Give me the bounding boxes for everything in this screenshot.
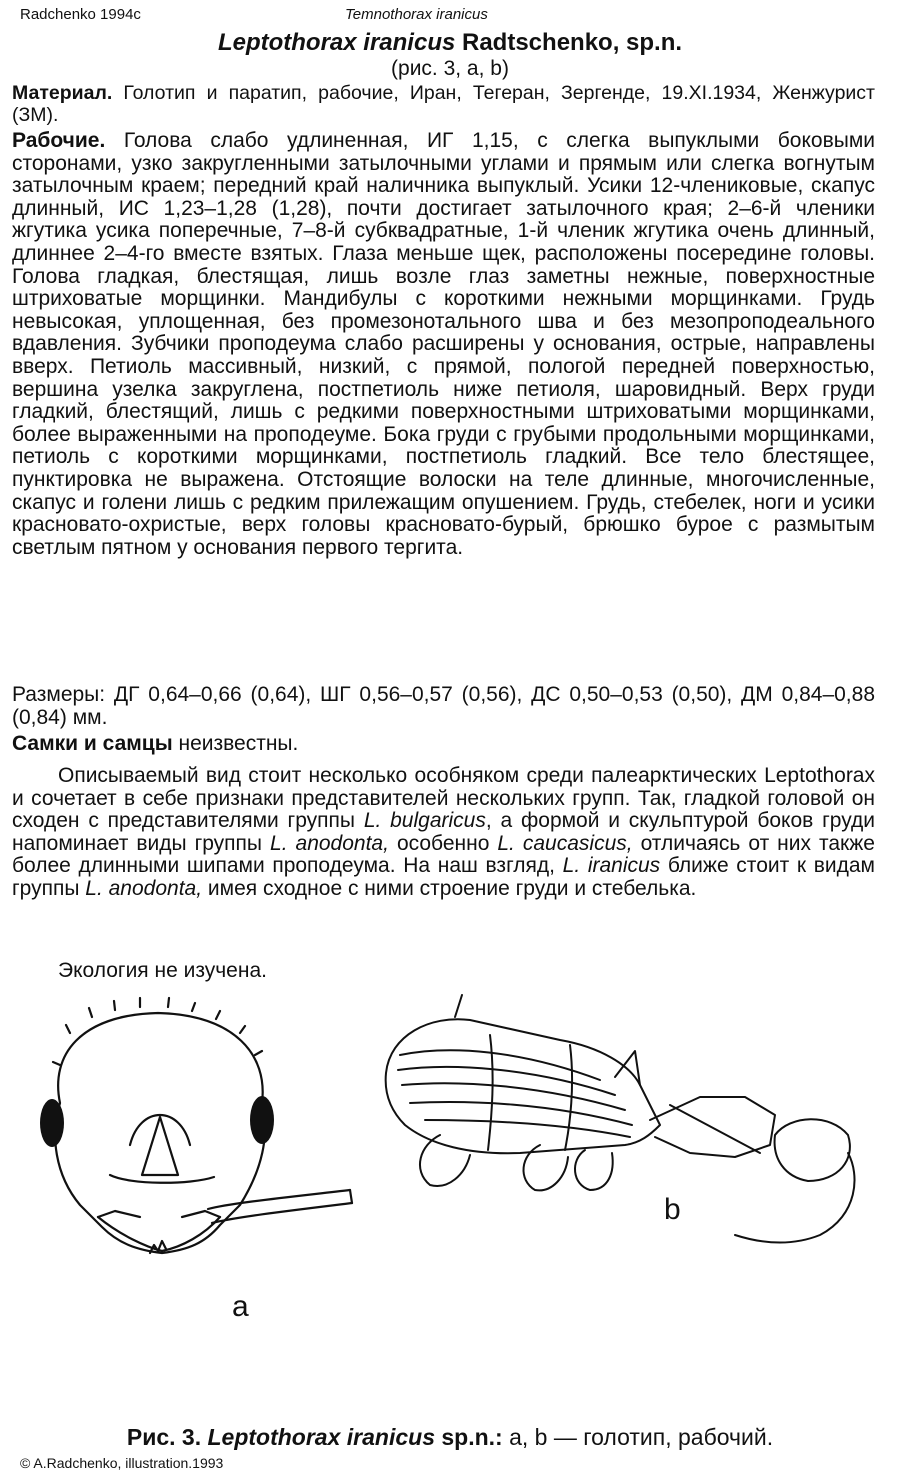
material-label: Материал. xyxy=(12,82,113,104)
head-eye-right xyxy=(250,1096,274,1144)
discussion-text-3: особенно xyxy=(388,831,498,855)
copyright-note: © A.Radchenko, illustration.1993 xyxy=(20,1455,224,1471)
workers-paragraph xyxy=(12,130,875,559)
head-eye-left xyxy=(40,1099,64,1147)
figure-label-a: a xyxy=(232,1290,249,1323)
workers-text: Голова слабо удлиненная, ИГ 1,15, с слегка выпуклыми боковыми сторонами, узко закругленными затылочными углами и прямым или слегка вогнутым затылочным краем; передний край наличника выпуклый. Усики 12-члениковые, скапус длинный, ИС 1,23–1,28 (1,28), почти достигает затылочного края; 2–6-й членики жгутика усика поперечные, 7–8-й субквадратные, 1-й членик жгутика очень длинный, длиннее 2–4-го вместе взятых. Глаза меньше щек, расположены посередине головы. Голова гладкая, блестящая, лишь возле глаз заметны нежные, поверхностные штриховатые морщинки. Мандибулы с короткими нежными морщинками. Грудь невысокая, уплощенная, без промезонотального шва и без мезопроподеального вдавления. Зубчики проподеума слабо расширены у основания, острые, направлены вверх. Петиоль массивный, низкий, с прямой, пологой передней поверхностью, вершина узелка закруглена, постпетиоль ниже петиоля, шаровидный. Верх груди гладкий, блестящий, лишь с редкими поверхностными штриховатыми морщинками, более выраженными на проподеуме. Бока груди с грубыми продольными морщинками, петиоль с короткими морщинками, постпетиоль гладкий. Все тело блестящее, пунктировка не выражена. Отстоящие волоски на теле длинные, многочисленные, скапус и голени лишь с редким прилежащим опушением. Грудь, стебелек, ноги и усики красновато-охристые, верх головы красновато-бурый, брюшко бурое с размытым светлым пятном у основания первого тергита. xyxy=(12,129,876,559)
ecology-text: Экология не изучена. xyxy=(58,959,267,982)
workers-label: Рабочие. xyxy=(12,129,106,152)
figure-illustrations xyxy=(0,985,900,1415)
title-figure-reference: (рис. 3, a, b) xyxy=(391,57,509,80)
taxon-anodonta: L. anodonta, xyxy=(270,831,389,855)
head-drawing-a xyxy=(53,998,352,1253)
females-label: Самки и самцы xyxy=(12,732,173,755)
discussion-text-6: имея сходное с ними строение груди и стебелька. xyxy=(202,876,697,900)
caption-taxon: Leptothorax iranicus xyxy=(207,1424,435,1450)
species-title xyxy=(0,28,900,57)
figure-label-b: b xyxy=(664,1193,681,1226)
title-author: Radtschenko, sp.n. xyxy=(462,29,683,56)
header-citation: Radchenko 1994c xyxy=(20,6,141,23)
discussion-paragraph xyxy=(12,765,875,901)
sizes-paragraph xyxy=(12,683,875,729)
females-text: неизвестны. xyxy=(178,732,299,755)
material-paragraph xyxy=(12,82,875,126)
discussion-text-1: Описываемый вид стоит несколько особняком среди палеарктических Leptothorax и сочетает в себе признаки представителей нескольких групп. Так, гладкой головой он сходен с представителями группы xyxy=(12,764,875,833)
taxon-caucasicus: L. caucasicus, xyxy=(497,831,633,855)
taxon-bulgaricus: L. bulgaricus xyxy=(363,809,486,833)
discussion-text-5: ближе стоит к видам группы xyxy=(12,854,875,900)
caption-spn: sp.n.: xyxy=(441,1424,503,1450)
material-text: Голотип и паратип, рабочие, Иран, Тегеран, Зергенде, 19.XI.1934, Женжурист (ЗМ). xyxy=(12,82,875,126)
females-paragraph xyxy=(12,733,875,756)
taxon-anodonta-2: L. anodonta, xyxy=(85,876,203,900)
header-current-name: Temnothorax iranicus xyxy=(345,6,488,23)
taxon-iranicus: L. iranicus xyxy=(562,854,661,878)
ecology-paragraph xyxy=(12,960,875,983)
caption-text: a, b — голотип, рабочий. xyxy=(509,1424,774,1450)
figure-caption xyxy=(0,1424,900,1451)
discussion-text-2: , а формой и скульптурой боков груди напоминает виды группы xyxy=(12,809,876,855)
caption-fig-number: Рис. 3. xyxy=(126,1424,202,1450)
profile-drawing-b xyxy=(386,995,855,1243)
sizes-text: Размеры: ДГ 0,64–0,66 (0,64), ШГ 0,56–0,57 (0,56), ДС 0,50–0,53 (0,50), ДМ 0,84–0,88 (0,84) мм. xyxy=(12,683,875,729)
title-taxon: Leptothorax iranicus xyxy=(217,29,456,56)
discussion-text-4: отличаясь от них также более длинными шипами проподеума. На наш взгляд, xyxy=(12,831,875,878)
